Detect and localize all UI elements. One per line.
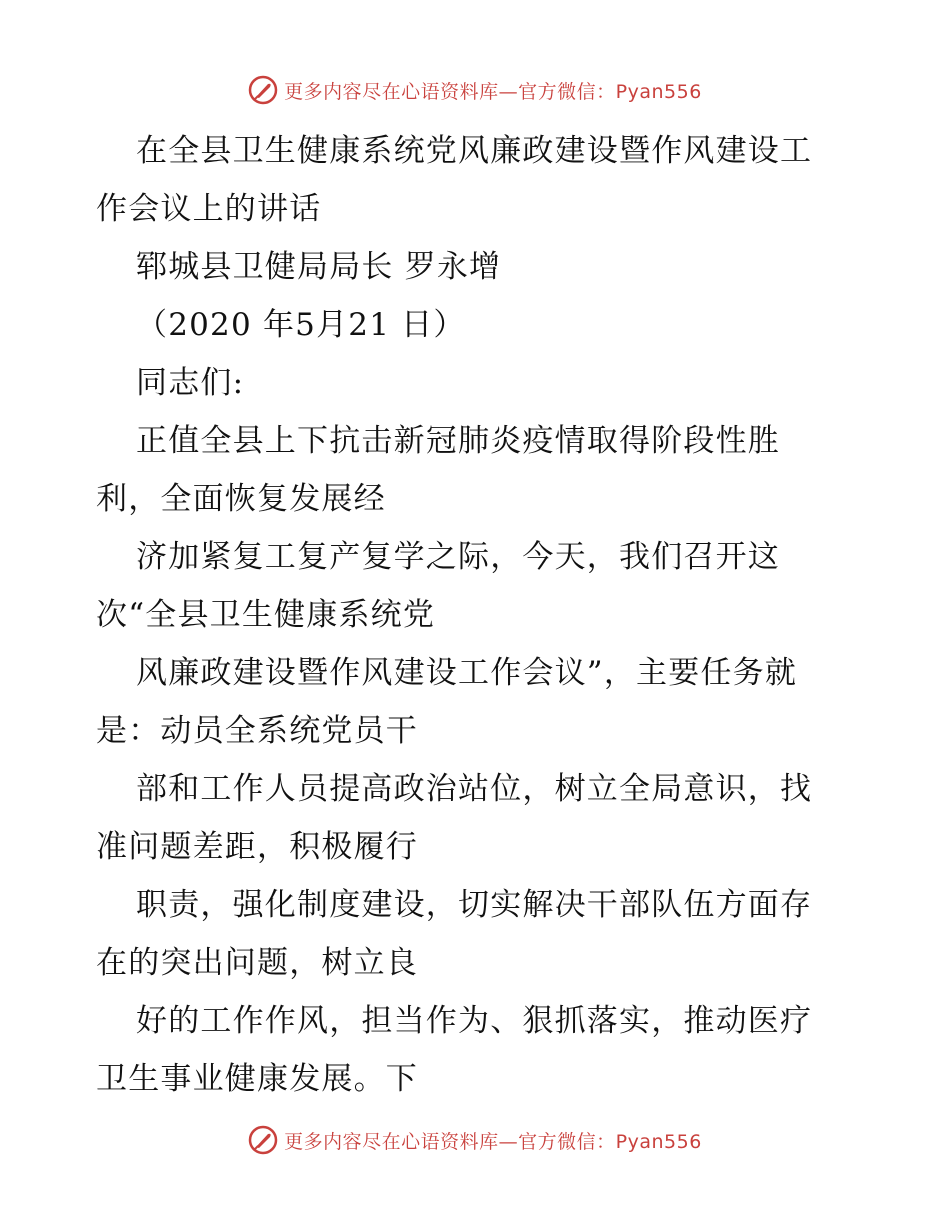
watermark-text [284,1127,702,1154]
text-line: 风廉政建设暨作风建设工作会议”，主要任务就 [136,655,798,691]
text-line: （2020 年5月21 日） [136,307,466,343]
text-line: 部和工作人员提高政治站位，树立全局意识，找 [136,771,813,807]
text-line: 在的突出问题，树立良 [96,945,418,981]
text-line: 好的工作作风，担当作为、狠抓落实，推动医疗 [136,1003,813,1039]
text-line: 次“全县卫生健康系统党 [96,597,436,633]
watermark-text [284,77,702,104]
text-line: 同志们: [136,365,245,401]
text-line: 济加紧复工复产复学之际，今天，我们召开这 [136,539,780,575]
text-line: 卫生事业健康发展。下 [96,1061,418,1097]
text-line: 正值全县上下抗击新冠肺炎疫情取得阶段性胜 [136,423,780,459]
watermark-separator: — [498,80,519,103]
text-line: 作会议上的讲话 [96,191,322,227]
text-line: 在全县卫生健康系统党风廉政建设暨作风建设工 [136,133,813,169]
watermark-suffix: 官方微信：Pyan556 [518,80,702,103]
text-line: 郓城县卫健局局长 罗永增 [136,249,502,285]
feather-logo-icon [248,1125,278,1155]
document-body [96,122,856,1108]
watermark-banner-bottom [0,1120,950,1160]
watermark-banner-top [0,70,950,110]
text-line: 利，全面恢复发展经 [96,481,386,517]
watermark-separator: — [498,1130,519,1153]
watermark-main: 更多内容尽在心语资料库 [284,80,499,103]
watermark-suffix: 官方微信：Pyan556 [518,1130,702,1153]
watermark-main: 更多内容尽在心语资料库 [284,1130,499,1153]
text-line: 准问题差距，积极履行 [96,829,418,865]
text-line: 是：动员全系统党员干 [96,713,418,749]
feather-logo-icon [248,75,278,105]
text-line: 职责，强化制度建设，切实解决干部队伍方面存 [136,887,813,923]
